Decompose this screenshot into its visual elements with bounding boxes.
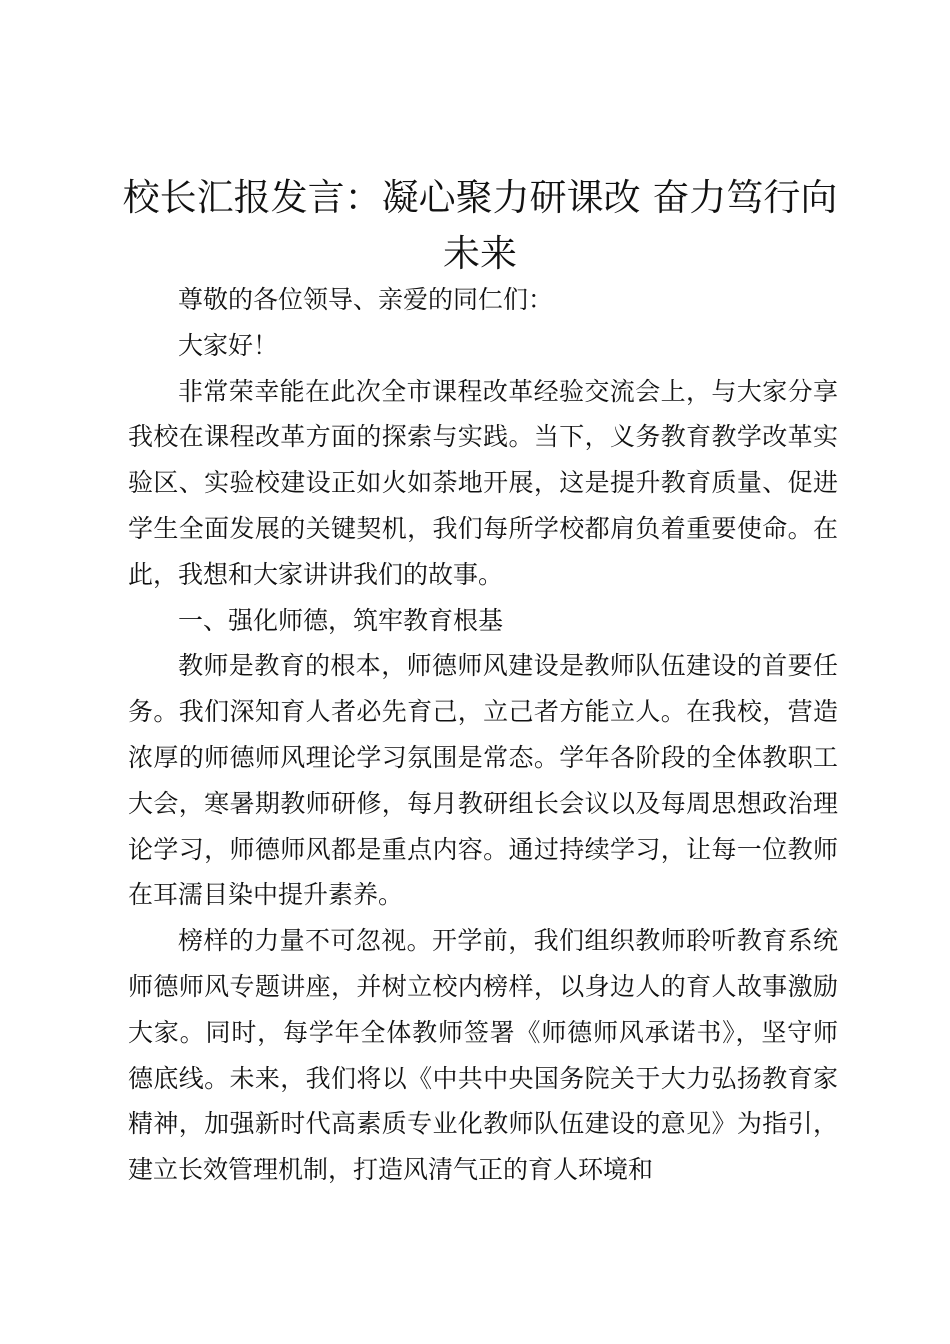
salutation-paragraph: 尊敬的各位领导、亲爱的同仁们： [178,285,554,314]
section-heading: 一、强化师德，筑牢教育根基 [178,605,504,635]
greeting-paragraph: 大家好！ [178,330,279,360]
document-body [128,277,838,1193]
body-paragraph: 教师是教育的根本，师德师风建设是教师队伍建设的首要任务。我们深知育人者必先育己，立己者方能立人。在我校，营造浓厚的师德师风理论学习氛围是常态。学年各阶段的全体教职工大会，寒暑期教师研修，每月教研组长会议以及每周思想政治理论学习，师德师风都是重点内容。通过持续学习，让每一位教师在耳濡目染中提升素养。 [128,651,838,910]
intro-paragraph: 非常荣幸能在此次全市课程改革经验交流会上，与大家分享我校在课程改革方面的探索与实践。当下，义务教育教学改革实验区、实验校建设正如火如荼地开展，这是提升教育质量、促进学生全面发展的关键契机，我们每所学校都肩负着重要使命。在此，我想和大家讲讲我们的故事。 [128,376,838,589]
document-title: 校长汇报发言：凝心聚力研课改 奋力笃行向未来 [122,176,838,275]
body-paragraph: 榜样的力量不可忽视。开学前，我们组织教师聆听教育系统师德师风专题讲座，并树立校内榜样，以身边人的育人故事激励大家。同时，每学年全体教师签署《师德师风承诺书》，坚守师德底线。未来，我们将以《中共中央国务院关于大力弘扬教育家精神，加强新时代高素质专业化教师队伍建设的意见》为指引，建立长效管理机制，打造风清气正的育人环境和 [128,926,838,1185]
